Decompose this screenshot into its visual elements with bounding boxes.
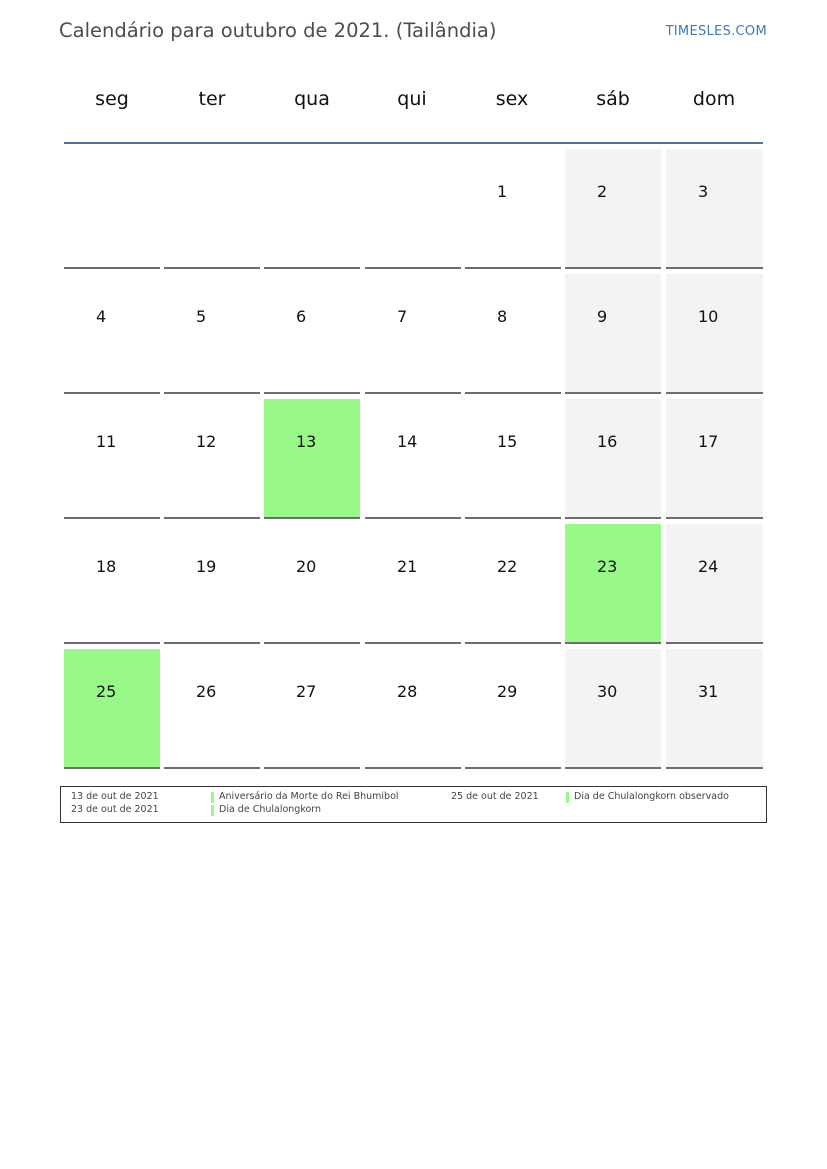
day-number: 25: [96, 682, 117, 701]
weekday-fri: sex: [495, 88, 529, 110]
day-number: 11: [96, 432, 117, 451]
day-cell[interactable]: [64, 274, 160, 394]
day-number: 30: [597, 682, 618, 701]
weekday-sun: dom: [692, 88, 736, 110]
day-number: 10: [698, 307, 719, 326]
empty-day-cell: [264, 149, 360, 269]
day-cell[interactable]: [164, 274, 260, 394]
day-number: 1: [497, 182, 508, 201]
day-number: 13: [296, 432, 317, 451]
weekday-tue: ter: [198, 88, 226, 110]
day-number: 24: [698, 557, 719, 576]
day-cell[interactable]: [465, 274, 561, 394]
day-cell[interactable]: [64, 399, 160, 519]
day-number: 12: [196, 432, 217, 451]
day-cell[interactable]: [264, 399, 360, 519]
day-cell[interactable]: [64, 524, 160, 644]
day-number: 28: [397, 682, 418, 701]
day-cell[interactable]: [365, 524, 461, 644]
day-number: 19: [196, 557, 217, 576]
day-cell[interactable]: [565, 399, 661, 519]
day-cell[interactable]: [365, 649, 461, 769]
day-cell[interactable]: [64, 649, 160, 769]
day-number: 27: [296, 682, 317, 701]
day-number: 14: [397, 432, 418, 451]
legend-holiday-name: Dia de Chulalongkorn: [219, 804, 322, 815]
day-cell[interactable]: [666, 274, 763, 394]
day-number: 2: [597, 182, 608, 201]
day-number: 16: [597, 432, 618, 451]
day-cell[interactable]: [264, 649, 360, 769]
day-cell[interactable]: [264, 524, 360, 644]
day-number: 20: [296, 557, 317, 576]
day-number: 31: [698, 682, 719, 701]
legend-color-marker: [211, 792, 214, 803]
legend-color-marker: [566, 792, 569, 803]
legend-date: 25 de out de 2021: [451, 791, 539, 802]
brand-link[interactable]: TIMESLES.COM: [665, 24, 767, 39]
day-cell[interactable]: [666, 149, 763, 269]
empty-day-cell: [365, 149, 461, 269]
day-cell[interactable]: [365, 399, 461, 519]
day-number: 6: [296, 307, 307, 326]
day-number: 9: [597, 307, 608, 326]
day-cell[interactable]: [465, 399, 561, 519]
empty-day-cell: [64, 149, 160, 269]
day-cell[interactable]: [565, 274, 661, 394]
weekday-mon: seg: [95, 88, 129, 110]
legend-holiday-name: Aniversário da Morte do Rei Bhumibol: [219, 791, 399, 802]
weekday-sat: sáb: [596, 88, 630, 110]
day-cell[interactable]: [465, 149, 561, 269]
day-number: 4: [96, 307, 107, 326]
day-number: 8: [497, 307, 508, 326]
day-number: 7: [397, 307, 408, 326]
weekday-wed: qua: [294, 88, 330, 110]
day-cell[interactable]: [164, 524, 260, 644]
weekday-header: [62, 88, 764, 120]
day-number: 29: [497, 682, 518, 701]
day-cell[interactable]: [666, 524, 763, 644]
legend-color-marker: [211, 805, 214, 816]
day-cell[interactable]: [264, 274, 360, 394]
page-title: Calendário para outubro de 2021. (Tailândia): [59, 19, 497, 42]
day-number: 22: [497, 557, 518, 576]
day-cell[interactable]: [164, 649, 260, 769]
empty-day-cell: [164, 149, 260, 269]
weekday-thu: qui: [397, 88, 427, 110]
day-cell[interactable]: [465, 524, 561, 644]
day-cell[interactable]: [565, 649, 661, 769]
header-divider: [64, 142, 763, 144]
day-cell[interactable]: [666, 649, 763, 769]
day-cell[interactable]: [666, 399, 763, 519]
day-number: 3: [698, 182, 709, 201]
day-number: 23: [597, 557, 618, 576]
legend-date: 23 de out de 2021: [71, 804, 159, 815]
holiday-legend: [60, 786, 767, 823]
day-cell[interactable]: [565, 524, 661, 644]
day-number: 21: [397, 557, 418, 576]
day-cell[interactable]: [365, 274, 461, 394]
day-cell[interactable]: [465, 649, 561, 769]
day-number: 17: [698, 432, 719, 451]
day-number: 5: [196, 307, 207, 326]
day-number: 18: [96, 557, 117, 576]
legend-holiday-name: Dia de Chulalongkorn observado: [574, 791, 729, 802]
day-number: 26: [196, 682, 217, 701]
legend-date: 13 de out de 2021: [71, 791, 159, 802]
day-cell[interactable]: [565, 149, 661, 269]
day-cell[interactable]: [164, 399, 260, 519]
day-number: 15: [497, 432, 518, 451]
